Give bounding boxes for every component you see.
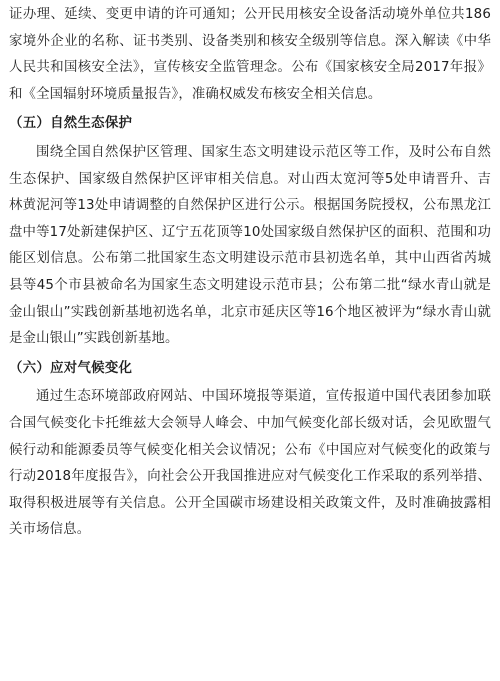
paragraph-climate-change: 通过生态环境部政府网站、中国环境报等渠道，宣传报道中国代表团参加联合国气候变化卡托维兹大会领导人峰会、中加气候变化部长级对话，会见欧盟气候行动和能源委员等气候变化相关会议情况；公布《中国应对气候变化的政策与行动2018年度报告》，向社会公开我国推进应对气候变化工作采取的系列举措、取得积极进展等有关信息。公开全国碳市场建设相关政策文件，及时准确披露相关市场信息。 [9, 389, 491, 538]
paragraph-nuclear-safety-info: 证办理、延续、变更申请的许可通知；公开民用核安全设备活动境外单位共186家境外企业的名称、证书类别、设备类别和核安全级别等信息。深入解读《中华人民共和国核安全法》，宣传核安全监管理念。公布《国家核安全局2017年报》和《全国辐射环境质量报告》，准确权威发布核安全相关信息。 [9, 7, 491, 102]
paragraph-natural-ecology: 围绕全国自然保护区管理、国家生态文明建设示范区等工作，及时公布自然生态保护、国家级自然保护区评审相关信息。对山西太宽河等5处申请晋升、吉林黄泥河等13处申请调整的自然保护区进行公示。根据国务院授权，公布黑龙江盘中等17处新建保护区、辽宁五花顶等10处国家级自然保护区的面积、范围和功能区划信息。公布第二批国家生态文明建设示范市县初选名单，其中山西省芮城县等45个市县被命名为国家生态文明建设示范市县；公布第二批“绿水青山就是金山银山”实践创新基地初选名单，北京市延庆区等16个地区被评为“绿水青山就是金山银山”实践创新基地。 [9, 144, 491, 347]
section-heading-natural-ecology: （五）自然生态保护 [9, 116, 133, 132]
section-heading-climate-change: （六）应对气候变化 [9, 360, 133, 376]
